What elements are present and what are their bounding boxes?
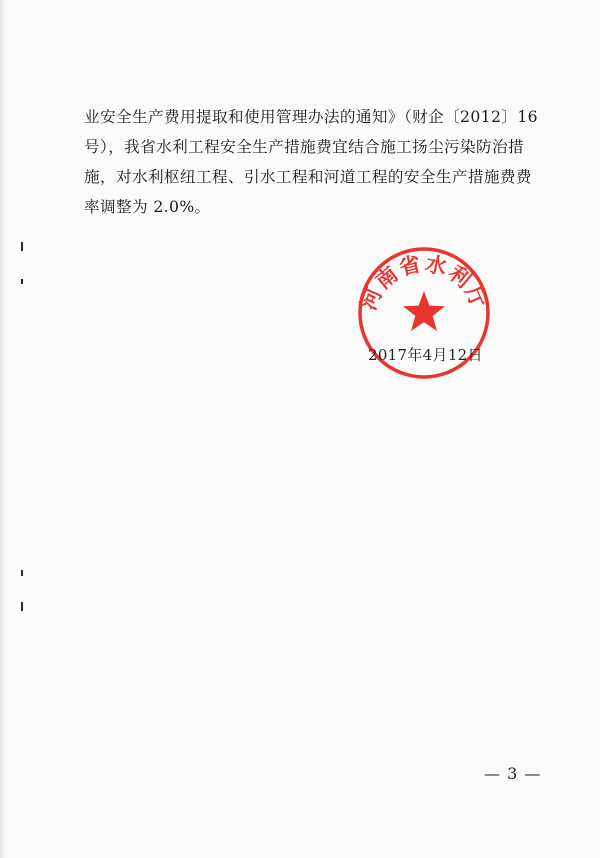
body-line: 业安全生产费用提取和使用管理办法的通知》（财企〔2012〕16 xyxy=(84,108,538,126)
binding-mark xyxy=(21,242,23,251)
binding-mark xyxy=(21,602,23,611)
page-number: — 3 — xyxy=(484,764,542,783)
document-date: 2017年4月12日 xyxy=(368,346,483,364)
body-paragraph xyxy=(84,102,554,222)
body-line: 号），我省水利工程安全生产措施费宜结合施工扬尘污染防治措 xyxy=(84,138,525,156)
body-line: 率调整为 2.0%。 xyxy=(84,198,211,216)
body-line: 施，对水利枢纽工程、引水工程和河道工程的安全生产措施费费 xyxy=(84,168,532,186)
binding-mark xyxy=(21,570,23,576)
scan-edge-shadow xyxy=(0,0,6,858)
binding-mark xyxy=(21,279,23,284)
seal-text: 河南省水利厅 xyxy=(356,251,492,314)
star-icon xyxy=(403,291,445,331)
